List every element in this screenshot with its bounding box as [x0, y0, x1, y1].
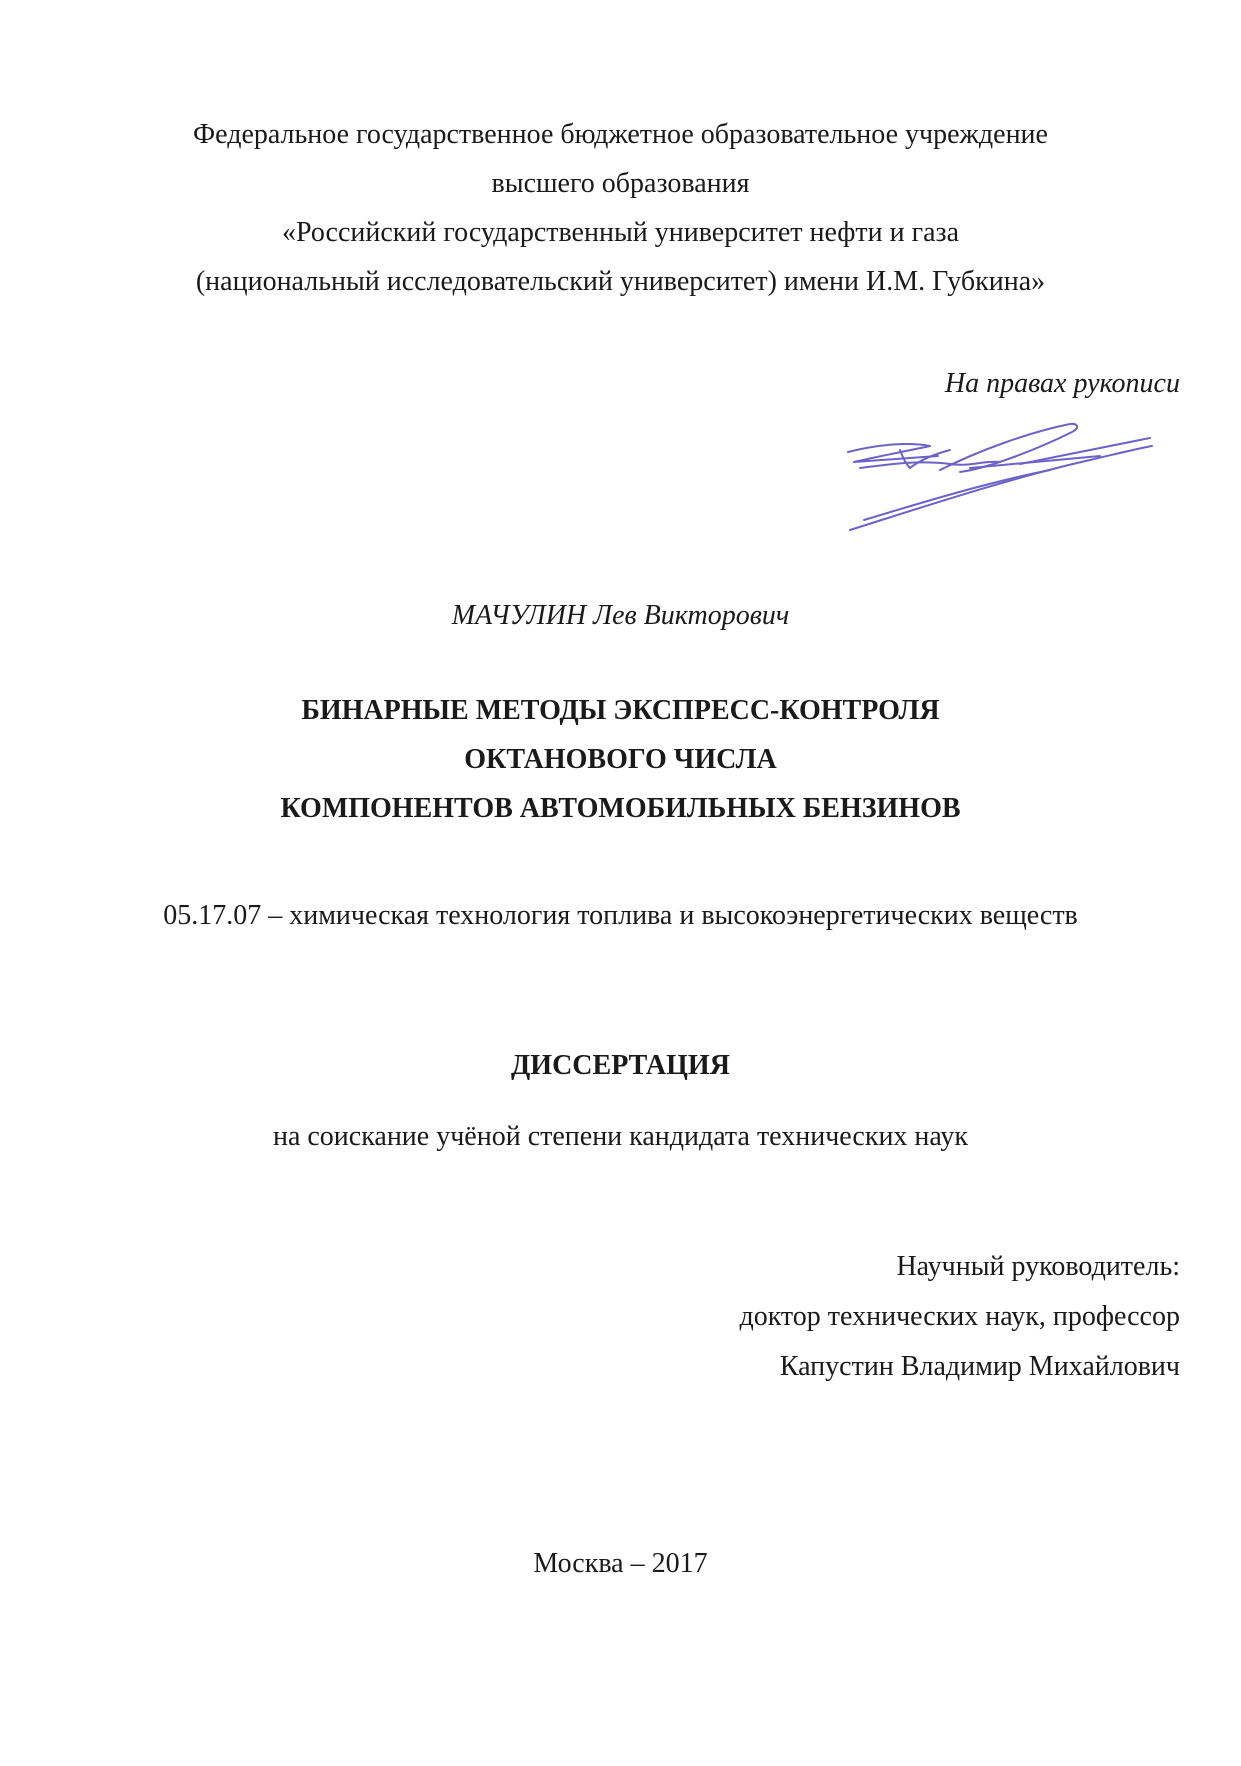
specialty-code: 05.17.07 – химическая технология топлива и высокоэнергетических веществ: [163, 900, 1078, 931]
institution-line-3: «Российский государственный университет нефти и газа: [281, 217, 960, 248]
supervisor-rank: доктор технических наук, профессор: [739, 1301, 1180, 1332]
degree-line: на соискание учёной степени кандидата технических наук: [272, 1121, 969, 1152]
institution-line-1: Федеральное государственное бюджетное образовательное учреждение: [193, 119, 1048, 150]
institution-line-2: высшего образования: [491, 168, 750, 199]
city-year: Москва – 2017: [533, 1548, 708, 1579]
author-name: МАЧУЛИН Лев Викторович: [451, 600, 790, 631]
title-line-2: ОКТАНОВОГО ЧИСЛА: [464, 744, 777, 775]
supervisor-label: Научный руководитель:: [896, 1251, 1180, 1282]
handwritten-signature: [840, 420, 1160, 540]
supervisor-name: Капустин Владимир Михайлович: [779, 1351, 1180, 1382]
institution-line-4: (национальный исследовательский университет) имени И.М. Губкина»: [195, 266, 1046, 297]
title-line-1: БИНАРНЫЕ МЕТОДЫ ЭКСПРЕСС-КОНТРОЛЯ: [301, 695, 940, 726]
manuscript-note: На правах рукописи: [944, 368, 1180, 399]
document-type: ДИССЕРТАЦИЯ: [511, 1050, 730, 1081]
title-line-3: КОМПОНЕНТОВ АВТОМОБИЛЬНЫХ БЕНЗИНОВ: [280, 793, 961, 824]
